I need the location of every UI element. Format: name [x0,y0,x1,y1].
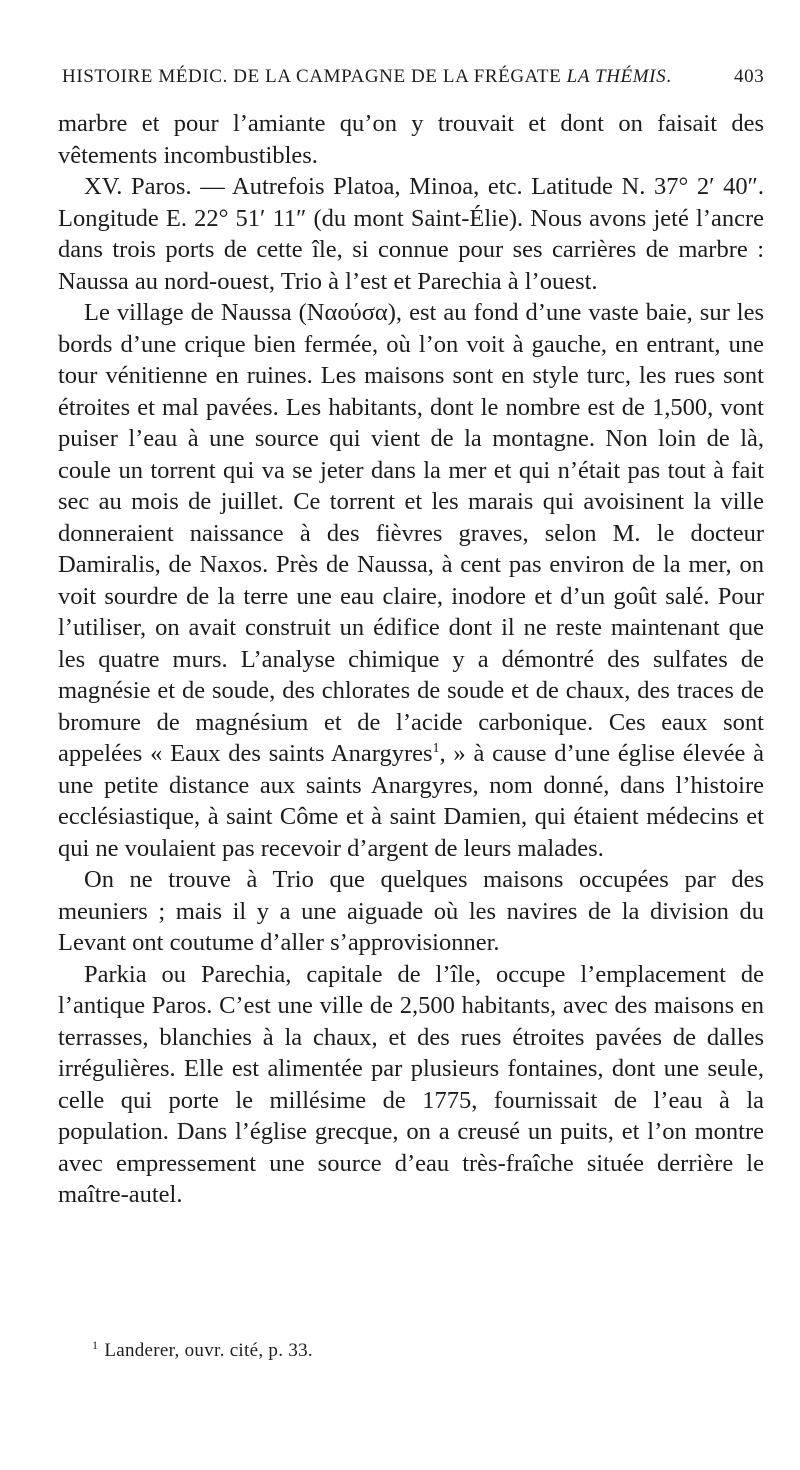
paragraph-trio: On ne trouve à Trio que quelques maisons occupées par des meuniers ; mais il y a une aiguade où les navires de la division du Levant ont coutume d’aller s’approvisionner. [58,866,764,956]
paragraph-paros: XV. Paros. — Autrefois Platoa, Minoa, etc. Latitude N. 37° 2′ 40″. Longitude E. 22° 51′ 11″ (du mont Saint-Élie). Nous avons jeté l’ancre dans trois ports de cette île, si connue pour ses carrières de marbre : Naussa au nord-ouest, Trio à l’est et Parechia à l’ouest. [58,173,764,295]
running-title [62,66,672,88]
paragraph-naussa-text: Le village de Naussa (Ναούσα), est au fond d’une vaste baie, sur les bords d’une crique bien fermée, où l’on voit à gauche, en entrant, une tour vénitienne en ruines. Les maisons sont en style turc, les rues sont étroites et mal pavées. Les habitants, dont le nombre est de 1,500, vont puiser l’eau à une source qui vient de la montagne. Non loin de là, coule un torrent qui va se jeter dans la mer et qui n’était pas tout à fait sec au mois de juillet. Ce torrent et les marais qui avoisinent la ville donneraient naissance à des fièvres graves, selon M. le docteur Damiralis, de Naxos. Près de Naussa, à cent pas environ de la mer, on voit sourdre de la terre une eau claire, inodore et d’un goût salé. Pour l’utiliser, on avait construit un édifice dont il ne reste maintenant que les quatre murs. L’analyse chimique y a démontré des sulfates de magnésie et de soude, des chlorates de soude et de chaux, des traces de bromure de magnésium et de l’acide carbonique. Ces eaux sont appelées « Eaux des saints Anargyres [58,299,764,767]
page-number: 403 [734,66,765,87]
paragraph-marbre: marbre et pour l’amiante qu’on y trouvait et dont on faisait des vêtements incombustibles. [58,110,764,169]
paragraph-naussa [58,297,764,864]
footnote-mark: 1 [92,1337,99,1352]
footnote-text: Landerer, ouvr. cité, p. 33. [104,1340,313,1361]
footnote-reference: 1 [432,740,440,756]
running-title-italic: LA THÉMIS [566,66,667,87]
paragraph-naussa-end: , » à cause d’une église élevée à une petite distance aux saints Anargyres, nom donné, dans l’histoire ecclésiastique, à saint Côme et à saint Damien, qui étaient médecins et qui ne voulaient pas recevoir d’argent de leurs malades. [58,740,764,862]
text-body [58,108,764,1211]
paragraph-parkia: Parkia ou Parechia, capitale de l’île, occupe l’emplacement de l’antique Paros. C’est une ville de 2,500 habitants, avec des maisons en terrasses, blanchies à la chaux, et des rues étroites pavées de dalles irrégulières. Elle est alimentée par plusieurs fontaines, dont une seule, celle qui porte le millésime de 1775, fournissait de l’eau à la population. Dans l’église grecque, on a creusé un puits, et l’on montre avec empressement une source d’eau très-fraîche située derrière le maître-autel. [58,960,764,1208]
running-title-main: HISTOIRE MÉDIC. DE LA CAMPAGNE DE LA FRÉGATE [62,66,567,87]
running-title-end: . [666,66,672,87]
footnote [92,1337,752,1362]
